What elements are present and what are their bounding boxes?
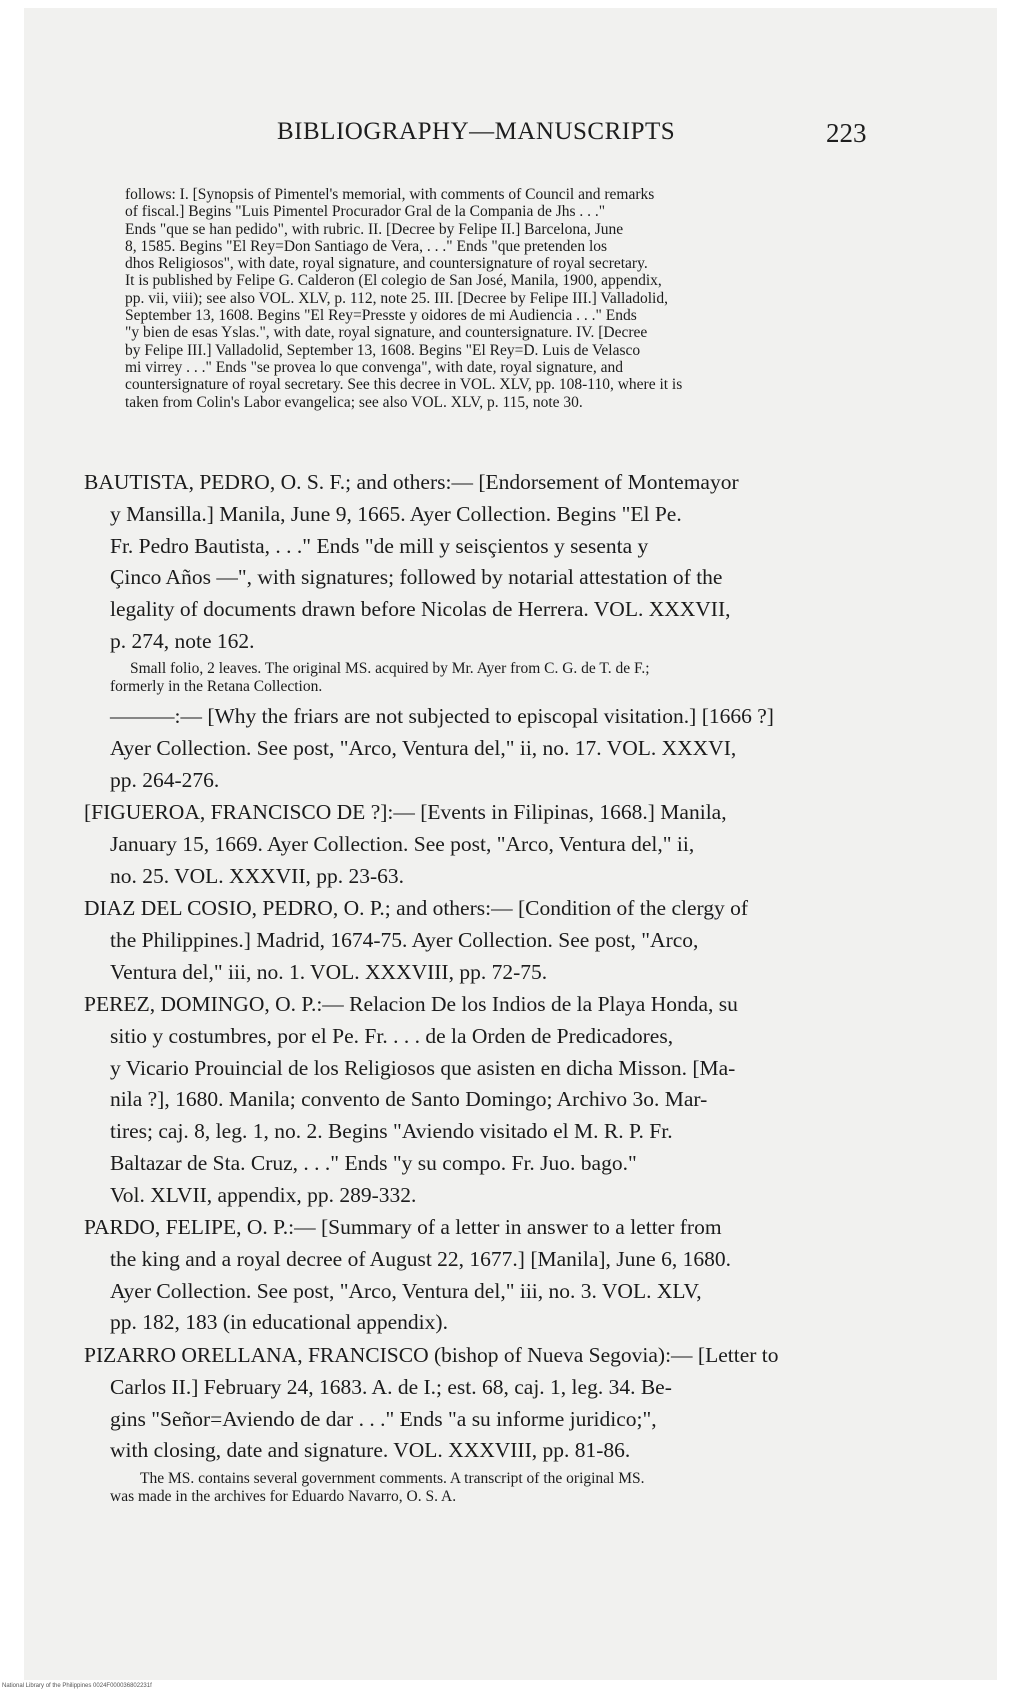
text-line: Vol. XLVII, appendix, pp. 289-332. <box>110 1182 417 1207</box>
text-line: PIZARRO ORELLANA, FRANCISCO (bishop of Nueva Segovia):— [Letter to <box>84 1343 779 1367</box>
text-line: with closing, date and signature. VOL. XXXVIII, pp. 81-86. <box>110 1438 631 1463</box>
text-line: Ventura del," iii, no. 1. VOL. XXXVIII, pp. 72-75. <box>110 959 548 984</box>
text-line: legality of documents drawn before Nicolas de Herrera. VOL. XXXVII, <box>110 597 731 622</box>
text-line: by Felipe III.] Valladolid, September 13, 1608. Begins "El Rey=D. Luis de Velasco <box>125 341 641 359</box>
page-number: 223 <box>826 118 867 148</box>
text-line: mi virrey . . ." Ends "se provea lo que convenga", with date, royal signature, and <box>125 358 624 376</box>
text-line: Small folio, 2 leaves. The original MS. acquired by Mr. Ayer from C. G. de T. de F.; <box>130 660 650 677</box>
text-line: January 15, 1669. Ayer Collection. See post, "Arco, Ventura del," ii, <box>110 831 695 856</box>
text-line: pp. 264-276. <box>110 767 220 792</box>
text-line: PEREZ, DOMINGO, O. P.:— Relacion De los Indios de la Playa Honda, su <box>84 992 738 1016</box>
text-line: Baltazar de Sta. Cruz, . . ." Ends "y su compo. Fr. Juo. bago." <box>110 1150 637 1175</box>
text-line: September 13, 1608. Begins "El Rey=Presste y oidores de mi Audiencia . . ." Ends <box>125 307 637 325</box>
text-line: no. 25. VOL. XXXVII, pp. 23-63. <box>110 863 405 888</box>
text-line: pp. 182, 183 (in educational appendix). <box>110 1310 448 1335</box>
text-line: the Philippines.] Madrid, 1674-75. Ayer Collection. See post, "Arco, <box>110 927 699 952</box>
text-line: BAUTISTA, PEDRO, O. S. F.; and others:— [Endorsement of Montemayor <box>84 470 739 494</box>
text-line: PARDO, FELIPE, O. P.:— [Summary of a letter in answer to a letter from <box>84 1215 722 1239</box>
text-line: y Mansilla.] Manila, June 9, 1665. Ayer Collection. Begins "El Pe. <box>110 501 682 526</box>
text-line: of fiscal.] Begins "Luis Pimentel Procurador Gral de la Compania de Jhs . . ." <box>125 203 606 221</box>
text-line: Ends "que se han pedido", with rubric. II. [Decree by Felipe II.] Barcelona, June <box>125 220 624 238</box>
text-line: y Vicario Prouincial de los Religiosos que asisten en dicha Misson. [Ma- <box>110 1055 736 1080</box>
bibliography-entry <box>84 989 894 1212</box>
text-line: Ayer Collection. See post, "Arco, Ventura del," ii, no. 17. VOL. XXXVI, <box>110 735 737 760</box>
text-line: gins "Señor=Aviendo de dar . . ." Ends "a su informe juridico;", <box>110 1406 657 1431</box>
bibliography-entry <box>84 1212 894 1339</box>
library-footer-id: National Library of the Philippines 0024F000036802231f <box>2 1683 152 1689</box>
text-line: 8, 1585. Begins "El Rey=Don Santiago de Vera, . . ." Ends "que pretenden los <box>125 237 608 255</box>
bibliography-entry <box>84 701 894 796</box>
text-line: p. 274, note 162. <box>110 628 255 653</box>
text-line: follows: I. [Synopsis of Pimentel's memorial, with comments of Council and remarks <box>125 186 655 203</box>
text-line: DIAZ DEL COSIO, PEDRO, O. P.; and others:— [Condition of the clergy of <box>84 896 749 920</box>
running-head: BIBLIOGRAPHY—MANUSCRIPTS <box>277 118 676 145</box>
entry-note <box>110 660 894 696</box>
bibliography-entry <box>84 467 894 658</box>
entry-note <box>110 1470 894 1506</box>
text-line: was made in the archives for Eduardo Navarro, O. S. A. <box>110 1488 457 1505</box>
text-line: formerly in the Retana Collection. <box>110 678 323 695</box>
text-line: sitio y costumbres, por el Pe. Fr. . . . de la Orden de Predicadores, <box>110 1023 674 1048</box>
text-line: The MS. contains several government comments. A transcript of the original MS. <box>140 1470 645 1487</box>
text-line: taken from Colin's Labor evangelica; see also VOL. XLV, p. 115, note 30. <box>125 393 583 411</box>
text-line: pp. vii, viii); see also VOL. XLV, p. 112, note 25. III. [Decree by Felipe III.] Valladolid, <box>125 289 668 307</box>
text-line: Carlos II.] February 24, 1683. A. de I.; est. 68, caj. 1, leg. 34. Be- <box>110 1374 672 1399</box>
text-line: dhos Religiosos", with date, royal signature, and countersignature of royal secretary. <box>125 255 648 273</box>
text-line: [FIGUEROA, FRANCISCO DE ?]:— [Events in Filipinas, 1668.] Manila, <box>84 800 727 824</box>
bibliography-entry <box>84 797 894 892</box>
text-line: countersignature of royal secretary. See this decree in VOL. XLV, pp. 108-110, where it is <box>125 376 683 394</box>
intro-paragraph <box>125 186 895 411</box>
bibliography-entry <box>84 893 894 988</box>
text-line: nila ?], 1680. Manila; convento de Santo Domingo; Archivo 3o. Mar- <box>110 1087 708 1112</box>
bibliography-entry <box>84 1340 894 1467</box>
text-line: "y bien de esas Yslas.", with date, royal signature, and countersignature. IV. [Decree <box>125 324 648 342</box>
text-line: Ayer Collection. See post, "Arco, Ventura del," iii, no. 3. VOL. XLV, <box>110 1278 702 1303</box>
text-line: Çinco Años —", with signatures; followed by notarial attestation of the <box>110 565 723 590</box>
text-line: ———:— [Why the friars are not subjected to episcopal visitation.] [1666 ?] <box>110 704 774 728</box>
text-line: the king and a royal decree of August 22, 1677.] [Manila], June 6, 1680. <box>110 1246 731 1271</box>
text-line: tires; caj. 8, leg. 1, no. 2. Begins "Aviendo visitado el M. R. P. Fr. <box>110 1119 673 1144</box>
text-line: Fr. Pedro Bautista, . . ." Ends "de mill y seisçientos y sesenta y <box>110 533 649 558</box>
text-line: It is published by Felipe G. Calderon (El colegio de San José, Manila, 1900, appendix, <box>125 272 662 290</box>
